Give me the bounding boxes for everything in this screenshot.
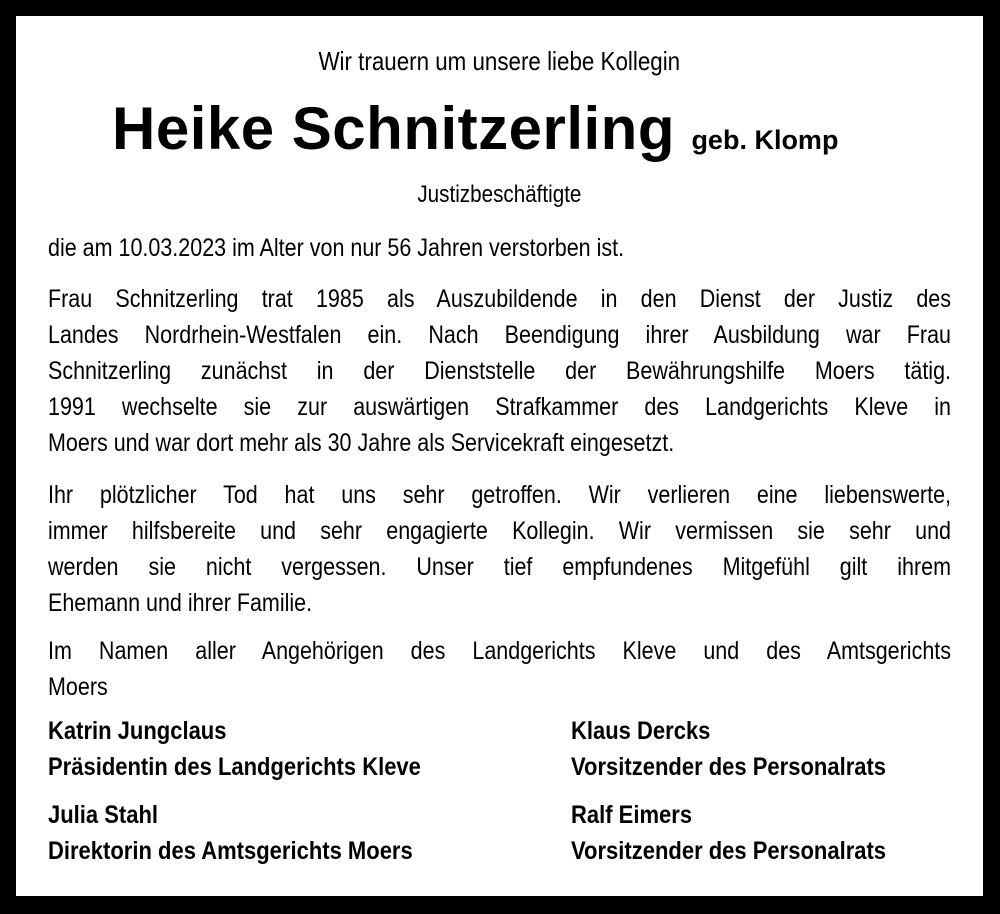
profession-text: Justizbeschäftigte	[417, 181, 582, 208]
death-text: die am 10.03.2023 im Alter von nur 56 Jahren verstorben ist.	[48, 234, 625, 262]
signature-block	[48, 713, 421, 785]
paragraph-line: Frau Schnitzerling trat 1985 als Auszubildende in den Dienst der Justiz des	[48, 285, 951, 313]
paragraph-line: Ihr plötzlicher Tod hat uns sehr getroffen. Wir verlieren eine liebenswerte,	[48, 481, 951, 509]
paragraph-line: Moers	[48, 673, 108, 701]
paragraph-line: 1991 wechselte sie zur auswärtigen Strafkammer des Landgerichts Kleve in	[48, 393, 951, 421]
paragraph-line: Im Namen aller Angehörigen des Landgerichts Kleve und des Amtsgerichts	[48, 637, 951, 665]
paragraph-line: Ehemann und ihrer Familie.	[48, 589, 313, 617]
signer-name: Katrin Jungclaus	[48, 717, 227, 745]
paragraph-line: Schnitzerling zunächst in der Dienststelle der Bewährungshilfe Moers tätig.	[48, 357, 951, 385]
birth-name: geb. Klomp	[691, 125, 839, 155]
signer-name: Klaus Dercks	[571, 717, 711, 745]
obituary-notice	[16, 16, 983, 896]
name-heading	[112, 95, 839, 162]
death-line	[48, 236, 718, 261]
profession-line	[16, 183, 983, 207]
signer-title: Vorsitzender des Personalrats	[571, 837, 887, 865]
signer-title: Vorsitzender des Personalrats	[571, 753, 887, 781]
signature-block	[571, 713, 886, 785]
paragraph-line: Landes Nordrhein-Westfalen ein. Nach Beendigung ihrer Ausbildung war Frau	[48, 321, 951, 349]
paragraph-condolence	[48, 477, 951, 621]
signer-name: Julia Stahl	[48, 801, 159, 829]
signer-title: Direktorin des Amtsgerichts Moers	[48, 837, 413, 865]
deceased-name: Heike Schnitzerling	[112, 95, 675, 162]
paragraph-career	[48, 281, 951, 461]
paragraph-line: werden sie nicht vergessen. Unser tief empfundenes Mitgefühl gilt ihrem	[48, 553, 951, 581]
paragraph-on-behalf	[48, 633, 951, 705]
paragraph-line: Moers und war dort mehr als 30 Jahre als Servicekraft eingesetzt.	[48, 429, 675, 457]
signer-title: Präsidentin des Landgerichts Kleve	[48, 753, 421, 781]
intro-text: Wir trauern um unsere liebe Kollegin	[318, 46, 681, 76]
signer-name: Ralf Eimers	[571, 801, 693, 829]
signature-block	[571, 797, 886, 869]
intro-line	[16, 48, 983, 74]
paragraph-line: immer hilfsbereite und sehr engagierte Kollegin. Wir vermissen sie sehr und	[48, 517, 951, 545]
signature-block	[48, 797, 413, 869]
